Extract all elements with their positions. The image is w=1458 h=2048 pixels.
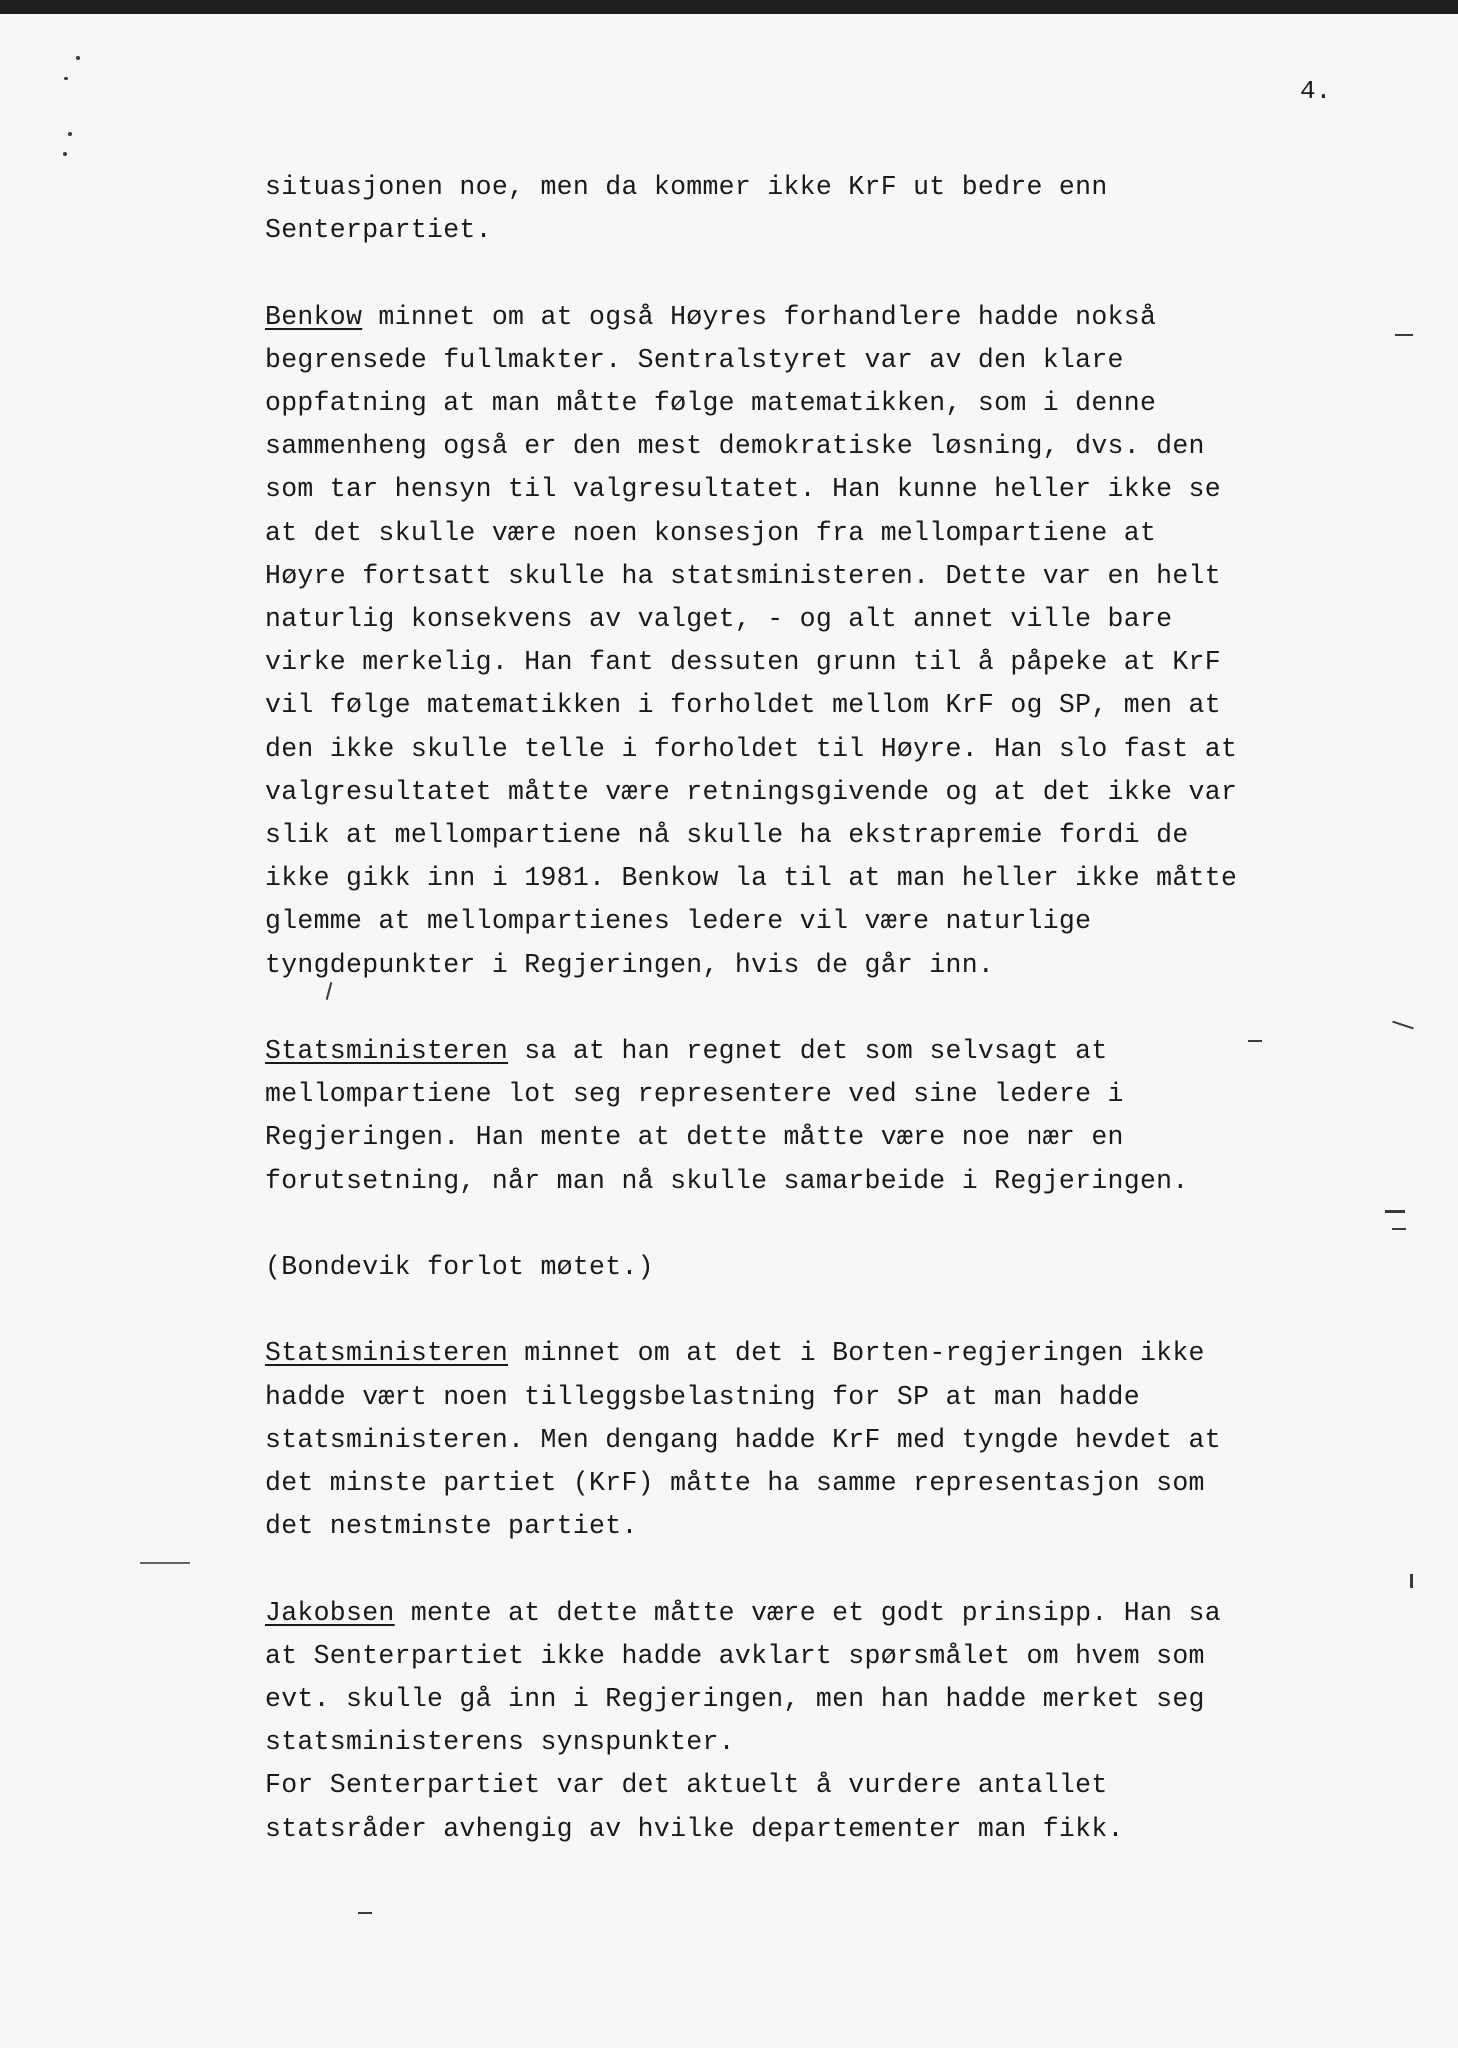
document-body	[265, 166, 1385, 1894]
paragraph-4	[265, 1246, 1385, 1289]
paragraph-6	[265, 1592, 1385, 1851]
text-line: virke merkelig. Han fant dessuten grunn til å påpeke at KrF	[265, 647, 1221, 678]
text-line: (Bondevik forlot møtet.)	[265, 1252, 654, 1283]
speaker-name: Benkow	[265, 301, 363, 332]
text-line: det nestminste partiet.	[265, 1511, 638, 1542]
text-line: tyngdepunkter i Regjeringen, hvis de går inn.	[265, 949, 995, 980]
text-line: som tar hensyn til valgresultatet. Han kunne heller ikke se	[265, 474, 1221, 505]
speaker-name: Jakobsen	[265, 1597, 395, 1628]
text-line-rest: minnet om at det i Borten-regjeringen ikke	[508, 1338, 1205, 1369]
text-line	[265, 1332, 1385, 1375]
text-line: begrensede fullmakter. Sentralstyret var av den klare	[265, 344, 1124, 375]
text-line: Senterpartiet.	[265, 215, 492, 246]
text-line: den ikke skulle telle i forholdet til Høyre. Han slo fast at	[265, 733, 1238, 764]
scan-speck	[1385, 1210, 1405, 1213]
text-line-rest: sa at han regnet det som selvsagt at	[508, 1036, 1108, 1067]
text-line-rest: minnet om at også Høyres forhandlere hadde nokså	[362, 301, 1157, 332]
text-line: at Senterpartiet ikke hadde avklart spørsmålet om hvem som	[265, 1640, 1205, 1671]
paragraph-2	[265, 296, 1385, 987]
text-line	[265, 1592, 1385, 1635]
text-line: vil følge matematikken i forholdet mellom KrF og SP, men at	[265, 690, 1221, 721]
text-line: sammenheng også er den mest demokratiske løsning, dvs. den	[265, 431, 1205, 462]
text-line: det minste partiet (KrF) måtte ha samme representasjon som	[265, 1468, 1205, 1499]
text-line: glemme at mellompartienes ledere vil være naturlige	[265, 906, 1092, 937]
page-number: 4.	[1300, 76, 1332, 106]
text-line: Høyre fortsatt skulle ha statsministeren. Dette var en helt	[265, 560, 1221, 591]
text-line: situasjonen noe, men da kommer ikke KrF ut bedre enn	[265, 172, 1108, 202]
paragraph-3	[265, 1030, 1385, 1203]
text-line: statsråder avhengig av hvilke departementer man fikk.	[265, 1813, 1124, 1844]
text-line: statsministerens synspunkter.	[265, 1727, 735, 1758]
text-line: For Senterpartiet var det aktuelt å vurdere antallet	[265, 1770, 1108, 1801]
paragraph-1	[265, 166, 1385, 252]
paragraph-5	[265, 1332, 1385, 1548]
scan-speck	[140, 1562, 190, 1564]
text-line: slik at mellompartiene nå skulle ha ekstrapremie fordi de	[265, 820, 1189, 851]
text-line: statsministeren. Men dengang hadde KrF med tyngde hevdet at	[265, 1424, 1221, 1455]
text-line-rest: mente at dette måtte være et godt prinsipp. Han sa	[394, 1597, 1221, 1628]
scan-speck	[1392, 1228, 1406, 1230]
text-line: oppfatning at man måtte følge matematikken, som i denne	[265, 388, 1157, 418]
text-line: Regjeringen. Han mente at dette måtte være noe nær en	[265, 1122, 1124, 1153]
text-line	[265, 1030, 1385, 1073]
scan-speck	[358, 1912, 372, 1914]
document-page	[0, 14, 1458, 2048]
text-line: evt. skulle gå inn i Regjeringen, men han hadde merket seg	[265, 1684, 1205, 1715]
scan-speck	[1392, 1021, 1414, 1030]
text-line: valgresultatet måtte være retningsgivende og at det ikke var	[265, 776, 1238, 807]
scan-speck	[1395, 334, 1413, 336]
speaker-name: Statsministeren	[265, 1036, 509, 1067]
text-line: forutsetning, når man nå skulle samarbeide i Regjeringen.	[265, 1165, 1189, 1196]
text-line: naturlig konsekvens av valget, - og alt annet ville bare	[265, 604, 1173, 635]
scan-speck	[64, 77, 68, 80]
text-line: hadde vært noen tilleggsbelastning for SP at man hadde	[265, 1381, 1140, 1412]
scan-speck	[68, 132, 72, 136]
text-line: at det skulle være noen konsesjon fra mellompartiene at	[265, 517, 1157, 548]
speaker-name: Statsministeren	[265, 1338, 509, 1369]
text-line	[265, 296, 1385, 339]
scan-speck	[63, 152, 67, 156]
text-line: ikke gikk inn i 1981. Benkow la til at man heller ikke måtte	[265, 863, 1238, 894]
text-line: mellompartiene lot seg representere ved sine ledere i	[265, 1079, 1124, 1110]
scan-speck	[1410, 1574, 1413, 1588]
scan-speck	[76, 56, 80, 60]
